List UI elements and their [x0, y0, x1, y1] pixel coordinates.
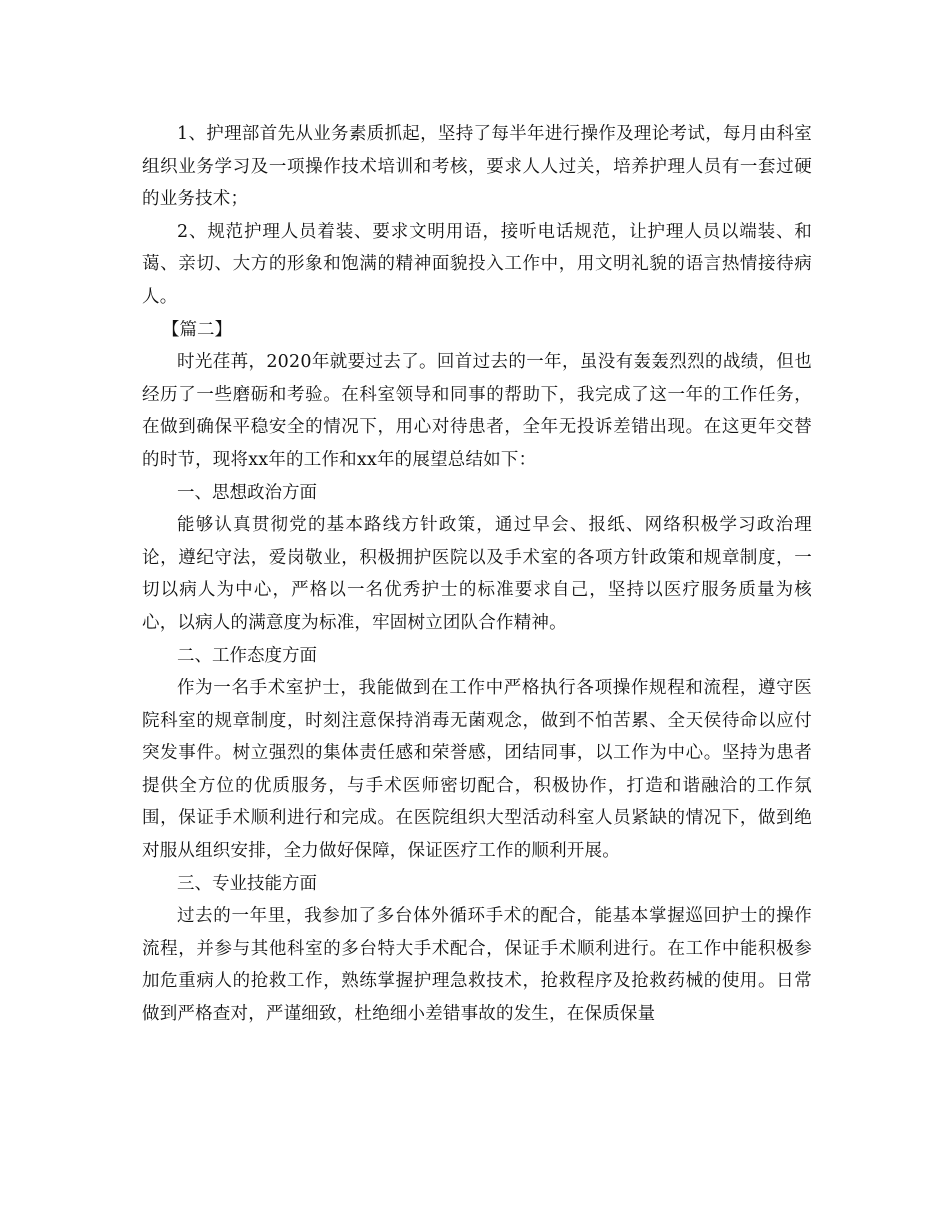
paragraph-skills: 过去的一年里，我参加了多台体外循环手术的配合，能基本掌握巡回护士的操作流程，并参与其他科室的多台特大手术配合，保证手术顺利进行。在工作中能积极参加危重病人的抢救工作，熟练掌握护理急救技术，抢救程序及抢救药械的使用。日常做到严格查对，严谨细致，杜绝细小差错事故的发生，在保质保量	[142, 906, 812, 1025]
paragraph-politics: 能够认真贯彻党的基本路线方针政策，通过早会、报纸、网络积极学习政治理论，遵纪守法，爱岗敬业，积极拥护医院以及手术室的各项方针政策和规章制度，一切以病人为中心，严格以一名优秀护士的标准要求自己，坚持以医疗服务质量为核心，以病人的满意度为标准，牢固树立团队合作精神。	[142, 515, 812, 633]
heading-attitude: 二、工作态度方面	[177, 645, 317, 666]
heading-politics: 一、思想政治方面	[177, 482, 317, 503]
paragraph-attitude: 作为一名手术室护士，我能做到在工作中严格执行各项操作规程和流程，遵守医院科室的规章制度，时刻注意保持消毒无菌观念，做到不怕苦累、全天侯待命以应付突发事件。树立强烈的集体责任感和荣誉感，团结同事，以工作为中心。坚持为患者提供全方位的优质服务，与手术医师密切配合，积极协作，打造和谐融洽的工作氛围，保证手术顺利进行和完成。在医院组织大型活动科室人员紧缺的情况下，做到绝对服从组织安排，全力做好保障，保证医疗工作的顺利开展。	[142, 678, 812, 862]
paragraph-intro: 时光荏苒，2020年就要过去了。回首过去的一年，虽没有轰轰烈烈的战绩，但也经历了一些磨砺和考验。在科室领导和同事的帮助下，我完成了这一年的工作任务，在做到确保平稳安全的情况下，用心对待患者，全年无投诉差错出现。在这更年交替的时节，现将xx年的工作和xx年的展望总结如下：	[142, 352, 812, 470]
document-page	[142, 118, 812, 1031]
paragraph-item-1: 1、护理部首先从业务素质抓起，坚持了每半年进行操作及理论考试，每月由科室组织业务学习及一项操作技术培训和考核，要求人人过关，培养护理人员有一套过硬的业务技术；	[142, 124, 812, 210]
section-title: 【篇二】	[162, 319, 232, 340]
heading-skills: 三、专业技能方面	[177, 873, 317, 894]
paragraph-item-2: 2、规范护理人员着装、要求文明用语，接听电话规范，让护理人员以端装、和蔼、亲切、大方的形象和饱满的精神面貌投入工作中，用文明礼貌的语言热情接待病人。	[142, 221, 812, 307]
